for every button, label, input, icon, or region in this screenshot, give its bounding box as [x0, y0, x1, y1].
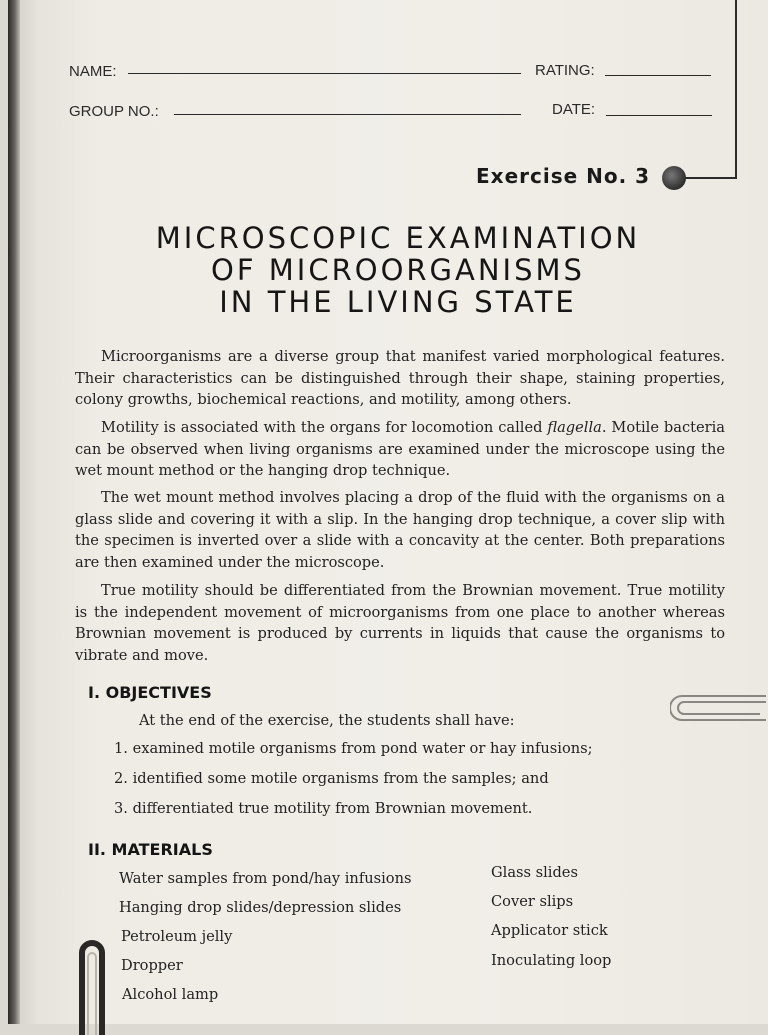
objective-number: 2.	[114, 770, 128, 787]
worksheet-page	[8, 0, 768, 1024]
name-line[interactable]	[128, 73, 521, 74]
rating-line[interactable]	[605, 75, 711, 76]
rating-label: RATING:	[535, 62, 595, 79]
exercise-number: Exercise No. 3	[476, 164, 651, 188]
objectives-intro: At the end of the exercise, the students shall have:	[139, 712, 515, 729]
objective-item	[114, 740, 593, 757]
material-item: Dropper	[121, 957, 183, 974]
material-item: Petroleum jelly	[121, 928, 233, 945]
objective-number: 3.	[114, 800, 128, 817]
materials-heading: II. MATERIALS	[88, 840, 213, 859]
tab-dot-icon	[662, 166, 686, 190]
name-label: NAME:	[69, 63, 117, 80]
material-item: Glass slides	[491, 864, 578, 881]
motility-paragraph	[75, 417, 725, 482]
motility-text-b: . Motile bacteria can be observed when living organisms are examined under the microscope using the wet mount method or the hanging drop technique.	[75, 419, 725, 479]
wet-mount-paragraph: The wet mount method involves placing a drop of the fluid with the organisms on a glass slide and covering it with a slip. In the hanging drop technique, a cover slip with the specimen is inverted over a slide with a concavity at the center. Both preparations are then examined under the microscope.	[75, 489, 725, 571]
objective-text: examined motile organisms from pond water or hay infusions;	[132, 740, 593, 757]
title-line-1: MICROSCOPIC EXAMINATION	[155, 221, 641, 255]
brownian-paragraph: True motility should be differentiated from the Brownian movement. True motility is the independent movement of microorganisms from one place to another whereas Brownian movement is produced by currents in liquids that cause the organisms to vibrate and move.	[75, 582, 725, 664]
objective-text: identified some motile organisms from the samples; and	[132, 770, 549, 787]
material-item: Cover slips	[491, 893, 574, 910]
objectives-heading: I. OBJECTIVES	[88, 683, 212, 702]
motility-text-a: Motility is associated with the organs for locomotion called	[101, 419, 548, 436]
exercise-tab-border-bottom	[684, 177, 737, 179]
group-label: GROUP NO.:	[69, 103, 159, 120]
material-item: Applicator stick	[491, 922, 608, 939]
flagella-term: flagella	[547, 419, 602, 436]
material-item: Water samples from pond/hay infusions	[119, 870, 412, 887]
material-item: Hanging drop slides/depression slides	[119, 899, 402, 916]
intro-paragraph: Microorganisms are a diverse group that manifest varied morphological features. Their characteristics can be distinguished through their shape, staining properties, colony growths, biochemical reactions, and motility, among others.	[75, 348, 725, 408]
title-line-2: OF MICROORGANISMS	[211, 253, 585, 287]
material-item: Alcohol lamp	[122, 986, 219, 1003]
objective-number: 1.	[114, 740, 128, 757]
binding-spine	[8, 0, 20, 1024]
date-line[interactable]	[606, 115, 712, 116]
exercise-tab-border	[735, 0, 737, 178]
title-line-3: IN THE LIVING STATE	[219, 285, 577, 319]
paper-clip-icon	[670, 690, 768, 730]
material-item: Inoculating loop	[491, 952, 612, 969]
objective-item	[114, 800, 532, 817]
objective-text: differentiated true motility from Brownian movement.	[132, 800, 533, 817]
binder-ring-icon	[74, 935, 110, 1035]
objective-item	[114, 770, 549, 787]
date-label: DATE:	[552, 101, 596, 118]
group-line[interactable]	[174, 114, 521, 115]
